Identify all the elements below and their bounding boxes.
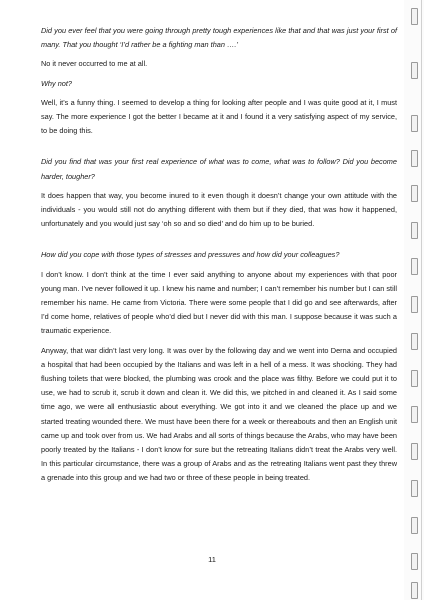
interview-question: Why not? <box>41 78 73 88</box>
interview-answer: Anyway, that war didn’t last very long. It was over by the following day and we went into Derna and occupied a hospital that had been occupied by the Italians and was left in a hell of a mess. It was shocking. They had flushing toilets that were blocked, the plumbing was crook and the place was filthy. Before we could put it to use, we had to scrub it, scrub it down and clean it. We did this, we pitched in and cleaned it. As I said some time ago, we were all enthusiastic about everything. We got into it and we cleaned the place up and we started treating wounded there. We must have been there for a week or thereabouts and then an English unit came up and took over from us. We had Arabs and all sorts of things because the Arabs, who may have been poorly treated by the Italians - I don’t know for sure but the retreating Italians didn’t treat the Arabs very well. In this particular circumstance, there was a group of Arabs and as the retreating Italians went past they threw a grenade into this group and we had two or three of these people in being treated. <box>41 345 397 483</box>
interview-answer: Well, it’s a funny thing. I seemed to develop a thing for looking after people and I was quite good at it, I must say. The more experience I got the better I became at it and I found it a very satisfying aspect of my service, to be doing this. <box>41 97 397 136</box>
binder-tab <box>411 333 418 350</box>
binder-tab <box>411 517 418 534</box>
binder-tab <box>411 150 418 167</box>
interview-answer: No it never occurred to me at all. <box>41 59 148 69</box>
binder-tab <box>411 370 418 387</box>
interview-question: How did you cope with those types of stresses and pressures and how did your colleagues? <box>41 250 340 260</box>
binder-tab <box>411 406 418 423</box>
binder-tab <box>411 8 418 25</box>
binder-tab <box>411 443 418 460</box>
page-number: 11 <box>208 555 216 564</box>
binder-tab <box>411 222 418 239</box>
page-edge-line <box>421 0 422 600</box>
binder-tab <box>411 115 418 132</box>
interview-question: Did you find that was your first real experience of what was to come, what was to follow? Did you become harder, tougher? <box>41 157 397 181</box>
binder-tab <box>411 553 418 570</box>
binder-tab <box>411 185 418 202</box>
binder-edge <box>404 0 424 600</box>
interview-answer: It does happen that way, you become inured to it even though it doesn’t change your own attitude with the individuals - you would still not do anything different with them but if they died, that was how it happened, unfortunately and you would just say ‘oh so and so died’ and do him up to be buried. <box>41 190 397 229</box>
binder-tab <box>411 582 418 599</box>
binder-tab <box>411 258 418 275</box>
binder-tab <box>411 480 418 497</box>
interview-question: Did you ever feel that you were going through pretty tough experiences like that and that was just your first of many. That you thought ‘I’d rather be a fighting man than ….’ <box>41 26 397 50</box>
transcript-body <box>41 24 397 486</box>
binder-tab <box>411 62 418 79</box>
interview-answer: I don’t know. I don’t think at the time I ever said anything to anyone about my experiences with that poor young man. I’ve never followed it up. I knew his name and number; I can’t remember his number but I can still remember his name. He came from Victoria. There were some people that I did go and see afterwards, after I’d come home, relatives of people who’d died but I never did with this man. I suppose because it was such a traumatic experience. <box>41 269 397 336</box>
binder-tab <box>411 296 418 313</box>
